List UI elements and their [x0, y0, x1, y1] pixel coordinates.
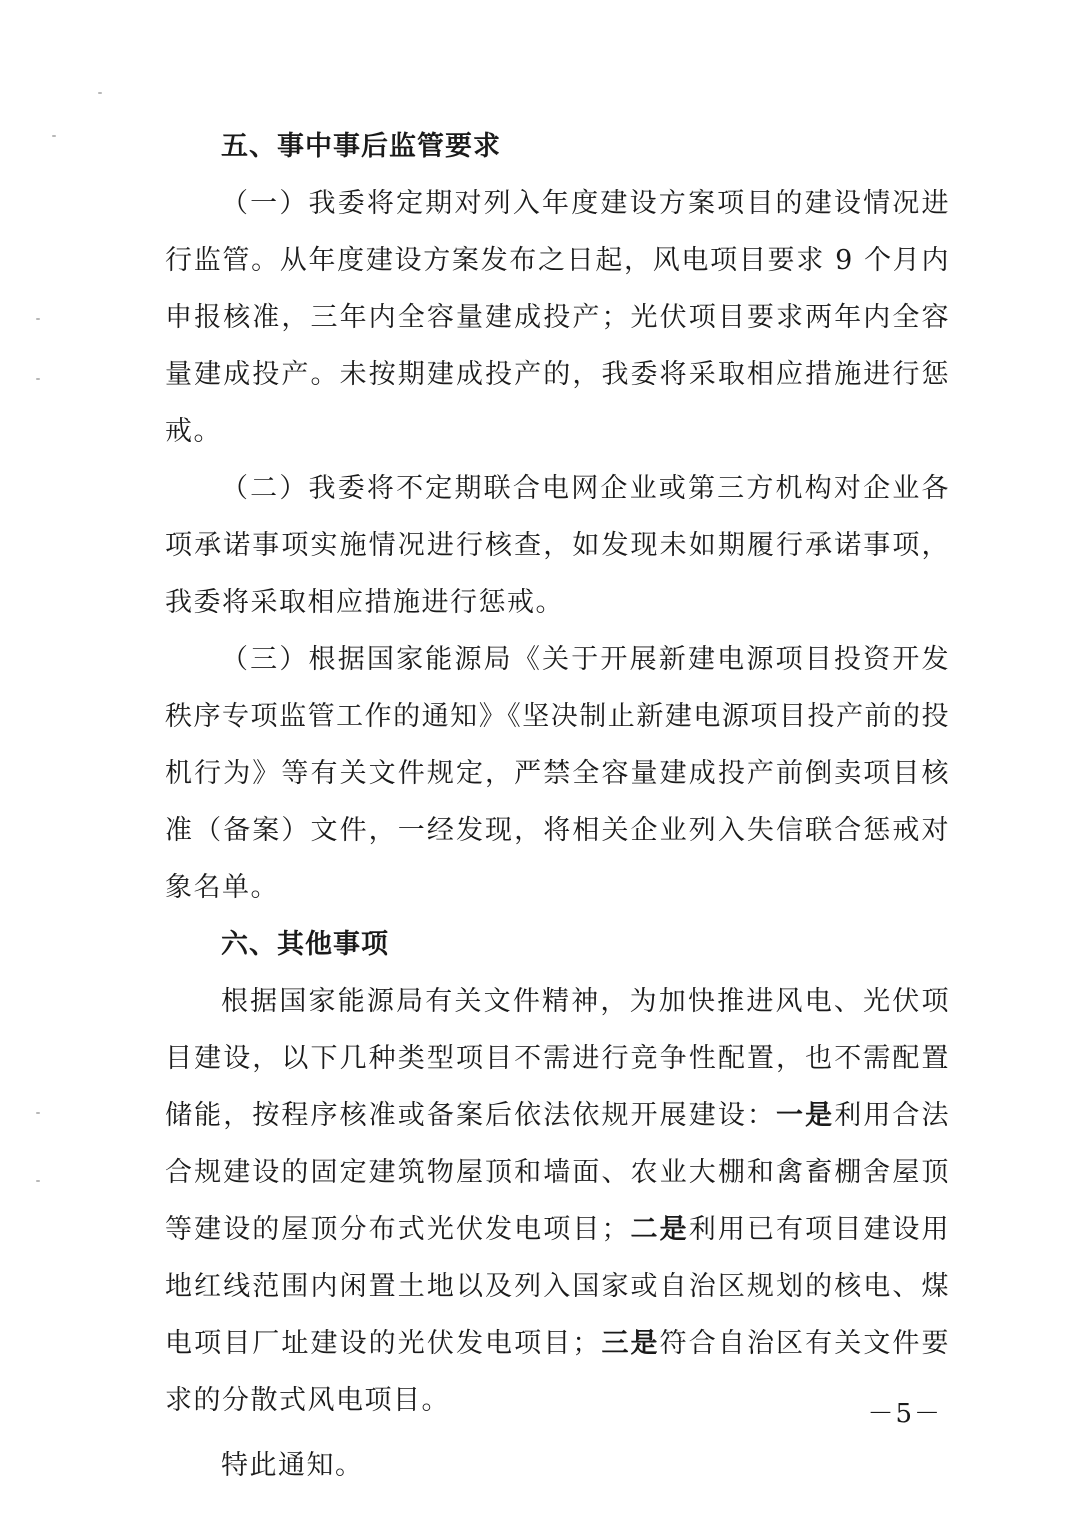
scan-speck — [36, 1112, 40, 1114]
closing-line: 特此通知。 — [221, 1450, 364, 1481]
scan-speck — [98, 92, 102, 94]
item-label-3: 三是 — [600, 1328, 660, 1359]
item-text-3: 符合自治区有关文件要求的分散式风电项目。 — [165, 1328, 951, 1416]
scan-speck — [52, 135, 56, 137]
scan-speck — [36, 378, 40, 380]
document-body — [165, 118, 950, 1494]
item-text-1: 利用合法合规建设的固定建筑物屋顶和墙面、农业大棚和禽畜棚舍屋顶等建设的屋顶分布式光伏发电项目； — [165, 1100, 951, 1245]
item-label-1: 一是 — [776, 1100, 835, 1131]
section-heading-supervision: 五、事中事后监管要求 — [221, 131, 501, 162]
paragraph-supervision-1: （一）我委将定期对列入年度建设方案项目的建设情况进行监管。从年度建设方案发布之日起，风电项目要求 9 个月内申报核准，三年内全容量建成投产；光伏项目要求两年内全容量建成投产。未按期建成投产的，我委将采取相应措施进行惩戒。 — [165, 188, 950, 447]
scan-speck — [36, 1180, 40, 1182]
paragraph-other-matters — [165, 973, 950, 1429]
other-matters-intro: 根据国家能源局有关文件精神，为加快推进风电、光伏项目建设，以下几种类型项目不需进行竞争性配置，也不需配置储能，按程序核准或备案后依法依规开展建设： — [165, 986, 950, 1131]
page-number: －5－ — [867, 1399, 942, 1429]
section-heading-other-matters: 六、其他事项 — [221, 929, 389, 960]
paragraph-supervision-3: （三）根据国家能源局《关于开展新建电源项目投资开发秩序专项监管工作的通知》《坚决制止新建电源项目投产前的投机行为》等有关文件规定，严禁全容量建成投产前倒卖项目核准（备案）文件，一经发现，将相关企业列入失信联合惩戒对象名单。 — [165, 644, 950, 903]
item-text-2: 利用已有项目建设用地红线范围内闲置土地以及列入国家或自治区规划的核电、煤电项目厂址建设的光伏发电项目； — [165, 1214, 951, 1359]
paragraph-supervision-2: （二）我委将不定期联合电网企业或第三方机构对企业各项承诺事项实施情况进行核查，如发现未如期履行承诺事项，我委将采取相应措施进行惩戒。 — [165, 473, 950, 618]
scan-speck — [36, 318, 40, 320]
item-label-2: 二是 — [629, 1214, 689, 1245]
